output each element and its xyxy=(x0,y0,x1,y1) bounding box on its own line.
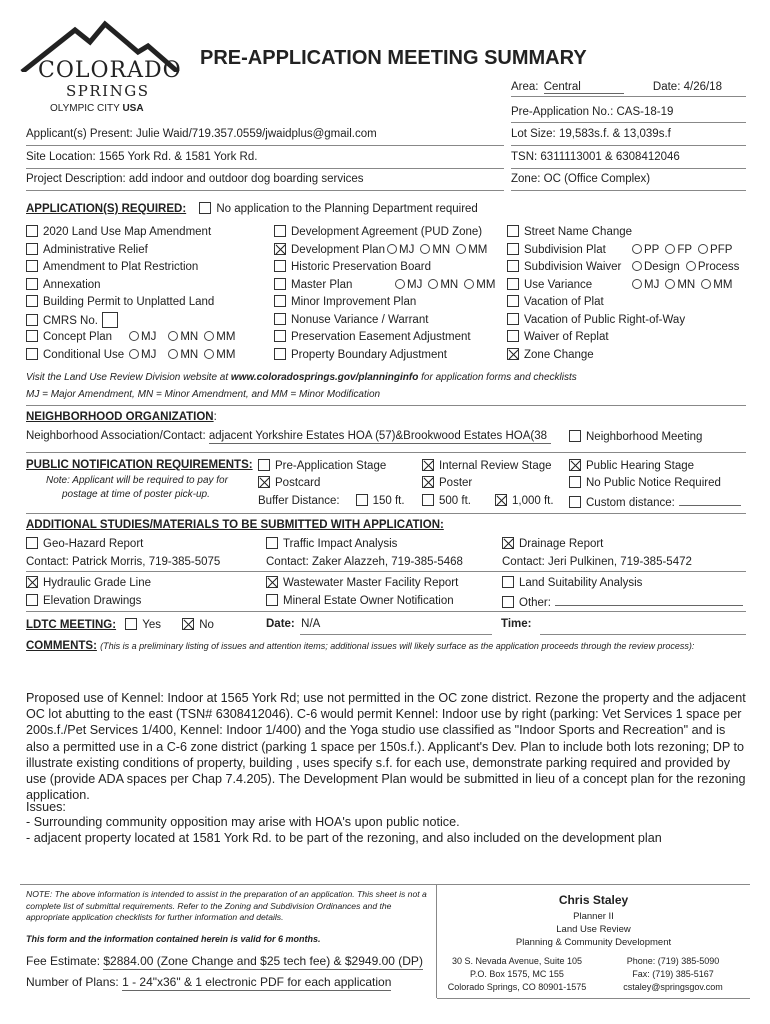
internal-stage-checkbox-checked[interactable] xyxy=(422,459,434,471)
buffer-1000-checkbox-checked[interactable] xyxy=(495,494,507,506)
visit-pre-text: Visit the Land Use Review Division website at xyxy=(26,372,231,383)
app-checkbox[interactable] xyxy=(26,260,38,272)
site-row xyxy=(26,151,257,163)
mm-label: MM xyxy=(476,278,496,291)
neighborhood-meeting-checkbox[interactable] xyxy=(569,430,581,442)
date-value[interactable]: 4/26/18 xyxy=(683,81,722,93)
mm-label: MM xyxy=(216,331,236,343)
app-item[interactable] xyxy=(26,259,266,277)
app-label: CMRS No. xyxy=(43,314,98,327)
ldtc-date-row xyxy=(266,618,320,630)
staff-email[interactable]: cstaley@springsgov.com xyxy=(623,982,723,992)
buffer-label: Buffer Distance: xyxy=(258,495,340,507)
desc-label: Project Description: xyxy=(26,173,126,185)
postcard-item[interactable] xyxy=(258,476,320,489)
valid-note: This form and the information contained herein is valid for 6 months. xyxy=(26,934,321,944)
app-checkbox-checked[interactable] xyxy=(507,348,519,360)
other-label: Other: xyxy=(519,597,551,609)
plans-label: Number of Plans: xyxy=(26,975,119,989)
app-item[interactable] xyxy=(26,277,266,295)
app-label: Concept Plan xyxy=(43,331,113,343)
app-checkbox[interactable] xyxy=(274,278,286,290)
app-checkbox-checked[interactable] xyxy=(274,243,286,255)
app-checkbox[interactable] xyxy=(26,225,38,237)
app-label: Use Variance xyxy=(524,278,593,291)
process-label: Process xyxy=(697,261,740,273)
address-line-2: P.O. Box 1575, MC 155 xyxy=(470,969,564,979)
mn-label: MN xyxy=(432,243,451,256)
mineral-label: Mineral Estate Owner Notification xyxy=(283,595,454,607)
neighborhood-meeting-label: Neighborhood Meeting xyxy=(586,431,703,443)
app-checkbox[interactable] xyxy=(274,313,286,325)
issue-2: - adjacent property located at 1581 York Rd. to be part of the rezoning, and also included on the development plan xyxy=(26,831,662,845)
area-value[interactable]: Central xyxy=(544,81,624,94)
footer-note: NOTE: The above information is intended to assist in the preparation of an application. This sheet is not a complete list of submittal requirements. Refer to the Zoning and Subdivision Ordinances and the appropriate application checklists for further information and details. xyxy=(26,889,427,922)
app-item[interactable] xyxy=(26,294,266,312)
app-item[interactable] xyxy=(507,294,753,312)
buffer-500-label: 500 ft. xyxy=(439,495,471,507)
elevation-item[interactable] xyxy=(26,594,141,607)
app-item[interactable] xyxy=(507,329,753,347)
app-label: Annexation xyxy=(43,278,101,291)
site-label: Site Location: xyxy=(26,151,96,163)
date-label: Date: xyxy=(652,81,681,93)
postcard-checkbox-checked[interactable] xyxy=(258,476,270,488)
hearing-stage-label: Public Hearing Stage xyxy=(586,460,695,472)
app-label: Historic Preservation Board xyxy=(291,261,431,273)
app-label: Building Permit to Unplatted Land xyxy=(43,296,215,308)
elevation-label: Elevation Drawings xyxy=(43,595,142,607)
buffer-1000-label: 1,000 ft. xyxy=(512,495,554,507)
hydraulic-checkbox-checked[interactable] xyxy=(26,576,38,588)
app-checkbox[interactable] xyxy=(26,348,38,360)
site-value[interactable]: 1565 York Rd. & 1581 York Rd. xyxy=(98,151,258,163)
app-checkbox[interactable] xyxy=(274,348,286,360)
app-item[interactable] xyxy=(274,347,506,365)
logo-springs: SPRINGS xyxy=(66,82,150,100)
app-checkbox[interactable] xyxy=(26,314,38,326)
app-checkbox[interactable] xyxy=(274,330,286,342)
app-checkbox[interactable] xyxy=(507,225,519,237)
app-item[interactable] xyxy=(274,224,506,242)
app-checkbox[interactable] xyxy=(507,330,519,342)
fee-value[interactable]: $2884.00 (Zone Change and $25 tech fee) & $2949.00 (DP) xyxy=(103,954,423,968)
comments-heading: COMMENTS: xyxy=(26,640,97,652)
staff-phone: Phone: (719) 385-5090 xyxy=(626,956,720,966)
traffic-contact-label: Contact: xyxy=(266,556,309,568)
drainage-label: Drainage Report xyxy=(519,538,604,550)
app-label: Vacation of Plat xyxy=(524,296,604,308)
fp-radio[interactable] xyxy=(665,244,675,254)
staff-title-3: Planning & Community Development xyxy=(515,937,672,948)
other-checkbox[interactable] xyxy=(502,596,514,608)
drainage-contact-row xyxy=(502,556,692,568)
neighborhood-contact-label: Neighborhood Association/Contact: xyxy=(26,430,206,442)
app-checkbox[interactable] xyxy=(26,243,38,255)
process-radio[interactable] xyxy=(686,261,696,271)
app-checkbox[interactable] xyxy=(507,295,519,307)
wastewater-checkbox-checked[interactable] xyxy=(266,576,278,588)
geo-item[interactable] xyxy=(26,537,143,550)
app-label: Conditional Use xyxy=(43,348,125,361)
poster-checkbox-checked[interactable] xyxy=(422,476,434,488)
app-item[interactable] xyxy=(507,347,753,365)
land-suitability-item[interactable] xyxy=(502,576,642,589)
visit-post-text: for application forms and checklists xyxy=(418,372,577,383)
plans-row xyxy=(26,975,391,989)
tsn-value[interactable]: 6311113001 & 6308412046 xyxy=(540,151,680,163)
hearing-stage-item[interactable] xyxy=(569,459,694,472)
logo-colorado: COLORADO xyxy=(38,58,182,83)
desc-row xyxy=(26,173,364,185)
internal-stage-item[interactable] xyxy=(422,459,552,472)
mm-label: MM xyxy=(468,243,488,256)
mn-radio[interactable] xyxy=(665,279,675,289)
mm-radio[interactable] xyxy=(701,279,711,289)
ldtc-no-label: No xyxy=(199,619,214,631)
mm-label: MM xyxy=(713,278,733,291)
staff-name: Chris Staley xyxy=(558,893,629,907)
neighborhood-contact-value[interactable]: adjacent Yorkshire Estates HOA (57)&Brookwood Estates HOA(38 xyxy=(209,430,551,444)
design-radio[interactable] xyxy=(632,261,642,271)
app-label: Minor Improvement Plan xyxy=(291,296,417,308)
app-label: Amendment to Plat Restriction xyxy=(43,261,199,273)
mj-radio[interactable] xyxy=(387,244,397,254)
mm-radio[interactable] xyxy=(204,349,214,359)
lot-row xyxy=(511,128,671,140)
lot-label: Lot Size: xyxy=(511,128,556,140)
app-item[interactable] xyxy=(507,224,753,242)
app-item[interactable] xyxy=(274,312,506,330)
postage-note-line2: postage at time of poster pick-up. xyxy=(62,489,210,500)
app-item[interactable] xyxy=(507,242,753,260)
geo-contact-row xyxy=(26,556,220,568)
postage-note-line1: Note: Applicant will be required to pay for xyxy=(46,475,228,486)
app-item[interactable] xyxy=(26,329,266,347)
pfp-label: PFP xyxy=(710,243,733,256)
no-notice-checkbox[interactable] xyxy=(569,476,581,488)
applicant-row xyxy=(26,128,377,140)
mj-label: MJ xyxy=(398,243,415,256)
app-item[interactable] xyxy=(274,329,506,347)
planning-website-link[interactable]: www.coloradosprings.gov/planninginfo xyxy=(230,372,419,383)
app-checkbox[interactable] xyxy=(507,278,519,290)
staff-title-1: Planner II xyxy=(573,911,614,922)
address-line-3: Colorado Springs, CO 80901-1575 xyxy=(447,982,587,992)
amendment-legend: MJ = Major Amendment, MN = Minor Amendment, and MM = Minor Modification xyxy=(26,389,381,400)
app-label: Master Plan xyxy=(291,278,353,291)
app-checkbox[interactable] xyxy=(274,225,286,237)
traffic-item[interactable] xyxy=(266,537,397,550)
studies-heading: ADDITIONAL STUDIES/MATERIALS TO BE SUBMITTED WITH APPLICATION: xyxy=(26,519,444,531)
mineral-checkbox[interactable] xyxy=(266,594,278,606)
poster-label: Poster xyxy=(439,477,473,489)
zone-label: Zone: xyxy=(511,173,541,185)
app-checkbox[interactable] xyxy=(274,295,286,307)
applications-col1 xyxy=(26,224,266,364)
cmrs-number-input[interactable] xyxy=(102,312,118,328)
mj-label: MJ xyxy=(644,278,660,291)
traffic-contact-value: Zaker Alazzeh, 719-385-5468 xyxy=(312,556,463,568)
mm-radio[interactable] xyxy=(464,279,474,289)
mn-radio[interactable] xyxy=(168,331,178,341)
city-logo xyxy=(20,20,190,120)
applicant-value[interactable]: Julie Waid/719.357.0559/jwaidplus@gmail.com xyxy=(135,128,377,140)
ldtc-date-label: Date: xyxy=(266,618,295,630)
tsn-row xyxy=(511,151,680,163)
app-item[interactable] xyxy=(274,259,506,277)
app-label: Vacation of Public Right-of-Way xyxy=(524,313,686,326)
neighborhood-heading: NEIGHBORHOOD ORGANIZATION xyxy=(26,411,214,423)
comments-note: (This is a preliminary listing of issues and attention items; additional issues will likely surface as the application proceeds through the review process): xyxy=(100,641,695,651)
mj-radio[interactable] xyxy=(129,349,139,359)
ldtc-yes-label: Yes xyxy=(142,619,162,631)
buffer-150-label: 150 ft. xyxy=(372,495,405,507)
app-checkbox[interactable] xyxy=(507,313,519,325)
logo-tagline xyxy=(50,103,144,114)
poster-item[interactable] xyxy=(422,476,472,489)
land-suitability-label: Land Suitability Analysis xyxy=(519,577,643,589)
tsn-label: TSN: xyxy=(511,151,538,163)
land-suitability-checkbox[interactable] xyxy=(502,576,514,588)
desc-value[interactable]: add indoor and outdoor dog boarding services xyxy=(128,173,364,185)
applications-heading: APPLICATION(S) REQUIRED: xyxy=(26,203,187,215)
internal-stage-label: Internal Review Stage xyxy=(439,460,552,472)
custom-distance-checkbox[interactable] xyxy=(569,496,581,508)
area-label: Area: xyxy=(511,81,539,93)
applications-col3 xyxy=(507,224,753,364)
page-title: PRE-APPLICATION MEETING SUMMARY xyxy=(200,47,587,69)
app-checkbox[interactable] xyxy=(26,330,38,342)
staff-fax: Fax: (719) 385-5167 xyxy=(632,969,714,979)
pfp-radio[interactable] xyxy=(698,244,708,254)
geo-contact-label: Contact: xyxy=(26,556,69,568)
app-item[interactable] xyxy=(274,294,506,312)
wastewater-label: Wastewater Master Facility Report xyxy=(283,577,459,589)
ldtc-no-checkbox-checked[interactable] xyxy=(182,618,194,630)
ldtc-time-row xyxy=(501,618,531,630)
mm-radio[interactable] xyxy=(456,244,466,254)
app-label: Development Plan xyxy=(291,243,385,256)
custom-distance-input[interactable] xyxy=(679,494,741,506)
buffer-150-checkbox[interactable] xyxy=(356,494,368,506)
mj-radio[interactable] xyxy=(395,279,405,289)
app-item[interactable] xyxy=(26,312,266,330)
lot-value[interactable]: 19,583s.f. & 13,039s.f xyxy=(558,128,671,140)
fee-label: Fee Estimate: xyxy=(26,954,101,968)
app-item[interactable] xyxy=(274,277,506,295)
app-checkbox[interactable] xyxy=(26,278,38,290)
logo-olympic: OLYMPIC CITY xyxy=(50,103,120,114)
ldtc-date-value[interactable]: N/A xyxy=(301,618,321,630)
elevation-checkbox[interactable] xyxy=(26,594,38,606)
mn-label: MN xyxy=(180,331,199,343)
mj-radio[interactable] xyxy=(129,331,139,341)
app-item[interactable] xyxy=(26,224,266,242)
app-label: Waiver of Replat xyxy=(524,331,609,343)
wastewater-item[interactable] xyxy=(266,576,458,589)
app-label: Nonuse Variance / Warrant xyxy=(291,313,429,326)
hearing-stage-checkbox-checked[interactable] xyxy=(569,459,581,471)
hydraulic-item[interactable] xyxy=(26,576,151,589)
preapp-row xyxy=(511,106,673,118)
mj-label: MJ xyxy=(141,331,157,343)
mm-label: MM xyxy=(216,348,236,361)
mn-label: MN xyxy=(677,278,696,291)
app-label: Subdivision Plat xyxy=(524,243,606,256)
app-label: Property Boundary Adjustment xyxy=(291,348,447,361)
app-checkbox[interactable] xyxy=(26,295,38,307)
app-item[interactable] xyxy=(507,277,753,295)
drainage-contact-label: Contact: xyxy=(502,556,545,568)
preapp-label: Pre-Application No.: xyxy=(511,106,614,118)
drainage-checkbox-checked[interactable] xyxy=(502,537,514,549)
app-label: Preservation Easement Adjustment xyxy=(291,331,471,343)
mn-radio[interactable] xyxy=(420,244,430,254)
no-application-label: No application to the Planning Department required xyxy=(216,203,478,215)
app-item[interactable] xyxy=(507,259,753,277)
buffer-1000-item[interactable] xyxy=(495,494,554,507)
geo-checkbox[interactable] xyxy=(26,537,38,549)
postcard-label: Postcard xyxy=(275,477,321,489)
mn-label: MN xyxy=(180,348,199,361)
design-label: Design xyxy=(644,261,680,273)
mj-radio[interactable] xyxy=(632,279,642,289)
app-item[interactable] xyxy=(26,347,266,365)
traffic-label: Traffic Impact Analysis xyxy=(283,538,398,550)
app-label: Administrative Relief xyxy=(43,243,148,256)
mj-label: MJ xyxy=(407,278,423,291)
mj-label: MJ xyxy=(141,348,157,361)
mm-radio[interactable] xyxy=(204,331,214,341)
ldtc-heading: LDTC MEETING: xyxy=(26,619,117,631)
zone-row xyxy=(511,173,650,185)
app-label: Zone Change xyxy=(524,348,594,361)
preapp-value[interactable]: CAS-18-19 xyxy=(616,106,674,118)
logo-usa: USA xyxy=(122,103,144,114)
geo-contact-value: Patrick Morris, 719-385-5075 xyxy=(72,556,221,568)
neighborhood-meeting-item[interactable] xyxy=(569,430,702,443)
other-input[interactable] xyxy=(555,594,743,606)
address-line-1: 30 S. Nevada Avenue, Suite 105 xyxy=(452,956,582,966)
mn-radio[interactable] xyxy=(428,279,438,289)
fp-label: FP xyxy=(677,243,693,256)
other-item[interactable] xyxy=(502,594,743,609)
preapp-stage-item[interactable] xyxy=(258,459,386,472)
comments-heading-row xyxy=(26,640,694,652)
app-checkbox[interactable] xyxy=(274,260,286,272)
mineral-item[interactable] xyxy=(266,594,454,607)
neighborhood-colon: : xyxy=(213,411,217,423)
geo-label: Geo-Hazard Report xyxy=(43,538,144,550)
app-item[interactable] xyxy=(26,242,266,260)
app-label: Development Agreement (PUD Zone) xyxy=(291,226,483,238)
no-application-checkbox[interactable] xyxy=(199,202,211,214)
no-notice-item[interactable] xyxy=(569,476,721,489)
neighborhood-heading-row xyxy=(26,411,217,423)
applications-col2 xyxy=(274,224,506,364)
pp-radio[interactable] xyxy=(632,244,642,254)
traffic-checkbox[interactable] xyxy=(266,537,278,549)
fee-row xyxy=(26,954,423,968)
app-label: Street Name Change xyxy=(524,226,633,238)
mn-label: MN xyxy=(440,278,459,291)
pp-label: PP xyxy=(644,243,660,256)
custom-distance-item[interactable] xyxy=(569,494,741,509)
visit-website-note xyxy=(26,372,577,383)
custom-distance-label: Custom distance: xyxy=(586,497,675,509)
neighborhood-contact-row xyxy=(26,430,551,444)
applicant-label: Applicant(s) Present: xyxy=(26,128,133,140)
app-item[interactable] xyxy=(274,242,506,260)
public-notice-heading: PUBLIC NOTIFICATION REQUIREMENTS: xyxy=(26,459,253,471)
ldtc-yes-checkbox[interactable] xyxy=(125,618,137,630)
mn-radio[interactable] xyxy=(168,349,178,359)
comments-body: Proposed use of Kennel: Indoor at 1565 York Rd; use not permitted in the OC zone district. Rezone the property and the adjacent OC lot abutting to the east (TSN# 6308412046). C-6 would permit Kennel: Indoor use by right (parking: Vet Services 1 space per 200s.f./Pet Services 1/400, Kennel: Indoor 1/400) and the Yoga studio use classified as "Indoor Sports and Recreation" and is also a permitted use in a C-6 zone district (parking 1 space per 150s.f.). Applicant's Dev. Plan to include both lots rezoning; DP to illustrate existing conditions of property, building , uses specify s.f. for each use, demonstrate parking required and provided by use (provide ADA spaces per Chap 7.4.205). The Development Plan would be submitted in lieu of a concept plan for the rezoning application. xyxy=(26,691,746,803)
ldtc-time-label: Time: xyxy=(501,618,532,630)
app-label: Subdivision Waiver xyxy=(524,261,622,273)
area-date-row xyxy=(511,81,746,97)
issue-1: - Surrounding community opposition may arise with HOA's upon public notice. xyxy=(26,815,460,829)
drainage-contact-value: Jeri Pulkinen, 719-385-5472 xyxy=(548,556,692,568)
app-item[interactable] xyxy=(507,312,753,330)
app-label: 2020 Land Use Map Amendment xyxy=(43,226,212,238)
issues-label: Issues: xyxy=(26,800,66,814)
app-checkbox[interactable] xyxy=(507,243,519,255)
drainage-item[interactable] xyxy=(502,537,603,550)
staff-title-2: Land Use Review xyxy=(556,924,631,935)
zone-value[interactable]: OC (Office Complex) xyxy=(543,173,651,185)
plans-value[interactable]: 1 - 24"x36" & 1 electronic PDF for each application xyxy=(122,975,392,989)
preapp-stage-checkbox[interactable] xyxy=(258,459,270,471)
buffer-500-item[interactable] xyxy=(422,494,471,507)
ldtc-row xyxy=(26,618,214,631)
app-checkbox[interactable] xyxy=(507,260,519,272)
preapp-stage-label: Pre-Application Stage xyxy=(275,460,387,472)
buffer-500-checkbox[interactable] xyxy=(422,494,434,506)
no-notice-label: No Public Notice Required xyxy=(586,477,721,489)
traffic-contact-row xyxy=(266,556,463,568)
hydraulic-label: Hydraulic Grade Line xyxy=(43,577,152,589)
applications-heading-row xyxy=(26,202,478,215)
buffer-row xyxy=(258,494,405,507)
